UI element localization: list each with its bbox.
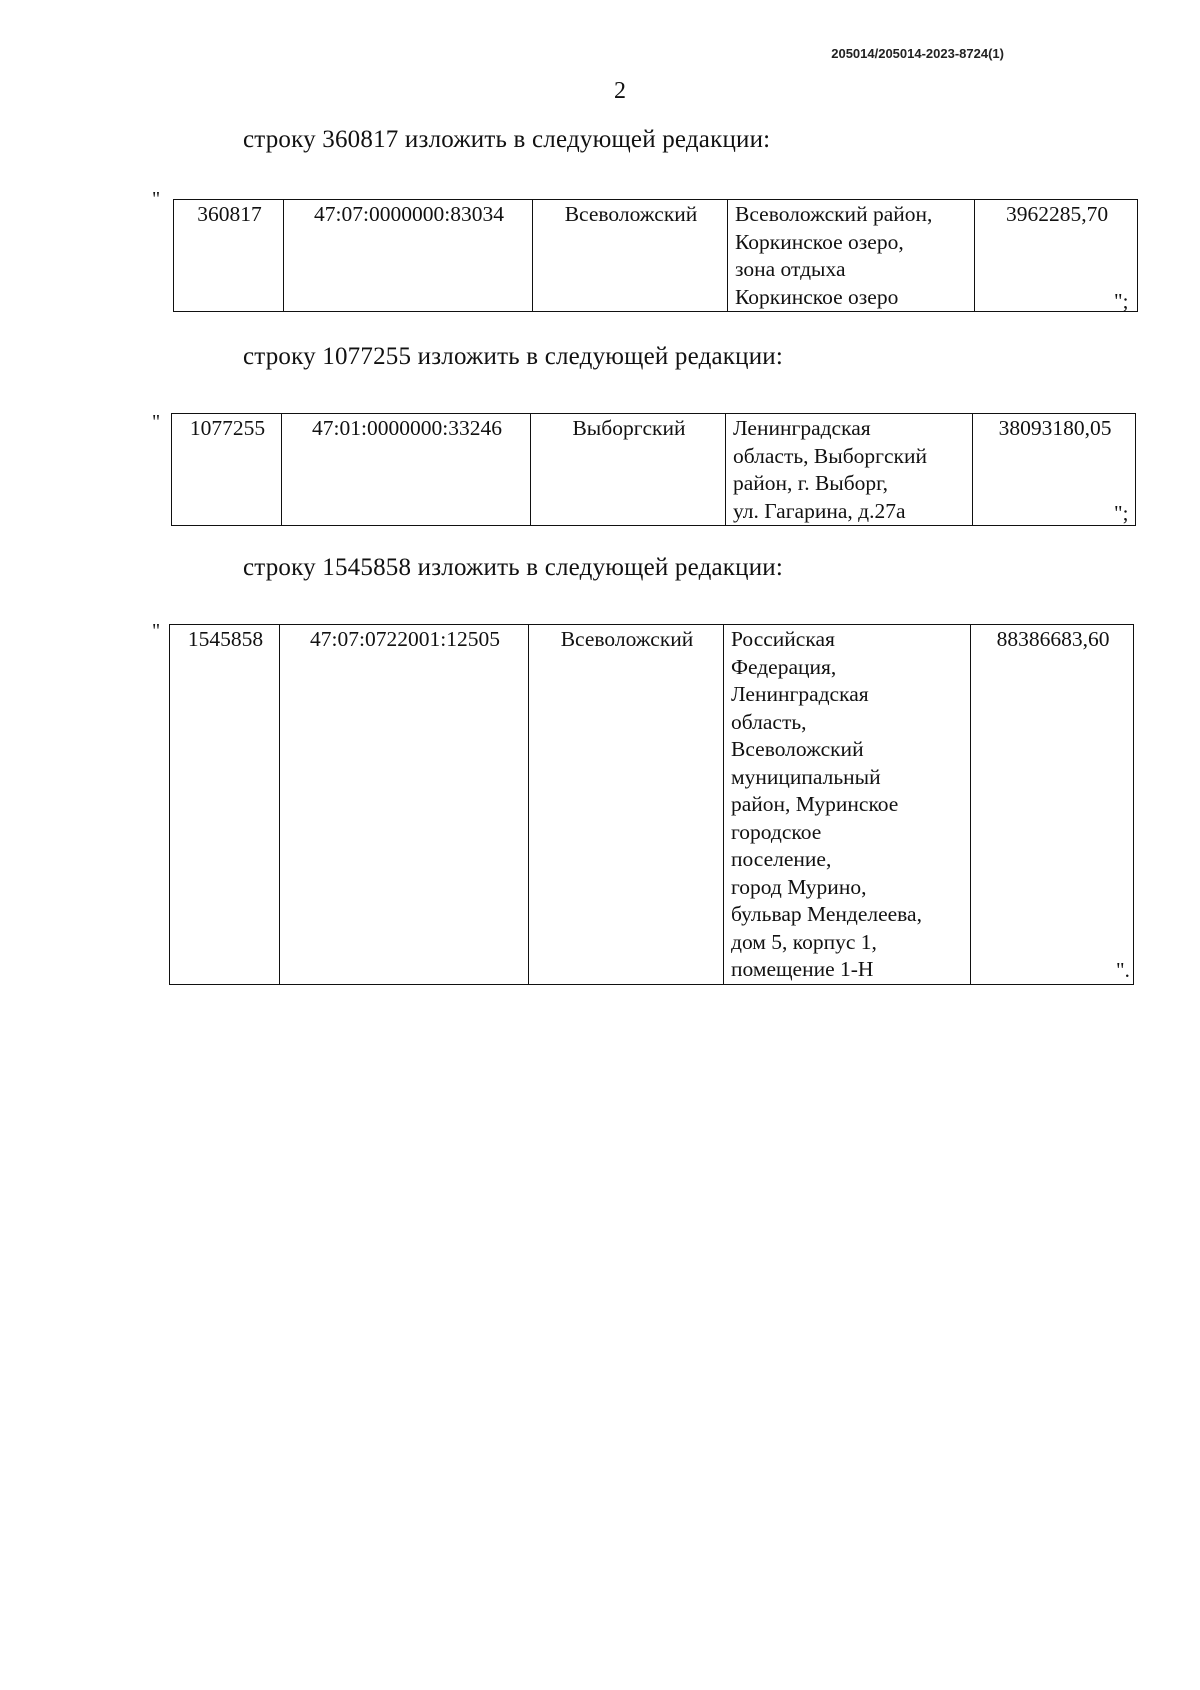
- address-cell: [724, 625, 971, 985]
- row-number-cell: 1077255: [172, 414, 282, 526]
- address-cell: [728, 200, 975, 312]
- address-line: городское: [731, 819, 822, 844]
- address-line: помещение 1-Н: [731, 957, 874, 981]
- address-cell: [726, 414, 973, 526]
- cadastral-number-cell: 47:07:0722001:12505: [280, 625, 529, 985]
- instruction-text: строку 1545858 изложить в следующей редакции:: [243, 554, 784, 581]
- close-mark: ".: [1116, 958, 1130, 982]
- address-line: ул. Гагарина, д.27а: [733, 498, 906, 523]
- address-line: Ленинградская: [733, 416, 871, 440]
- address-line: поселение,: [731, 847, 832, 871]
- table-row: [170, 625, 1134, 985]
- replacement-row-table: [169, 624, 1134, 985]
- cadastral-number-cell: 47:07:0000000:83034: [284, 200, 533, 312]
- open-quote: ": [152, 411, 161, 433]
- address-line: Ленинградская: [731, 682, 869, 706]
- address-line: зона отдыха: [735, 257, 846, 281]
- instruction-text: строку 360817 изложить в следующей редакции:: [243, 126, 771, 153]
- replacement-row-table: [173, 199, 1138, 312]
- district-cell: Выборгский: [531, 414, 726, 526]
- address-line: Коркинское озеро,: [735, 229, 904, 254]
- document-id: 205014/205014-2023-8724(1): [831, 46, 1004, 61]
- row-number-cell: 1545858: [170, 625, 280, 985]
- cadastral-number-cell: 47:01:0000000:33246: [282, 414, 531, 526]
- address-line: Федерация,: [731, 654, 837, 679]
- address-line: Всеволожский: [731, 737, 864, 761]
- cadastral-value-cell: 38093180,05: [973, 414, 1136, 526]
- address-line: муниципальный: [731, 764, 881, 789]
- row-number-cell: 360817: [174, 200, 284, 312]
- open-quote: ": [152, 188, 161, 210]
- address-line: Коркинское озеро: [735, 284, 899, 309]
- address-line: район, г. Выборг,: [733, 471, 888, 495]
- close-mark: ";: [1114, 289, 1129, 313]
- address-line: дом 5, корпус 1,: [731, 929, 877, 954]
- open-quote: ": [152, 620, 161, 642]
- address-line: область, Выборгский: [733, 443, 927, 468]
- address-line: Российская: [731, 627, 835, 651]
- instruction-text: строку 1077255 изложить в следующей редакции:: [243, 343, 784, 370]
- district-cell: Всеволожский: [533, 200, 728, 312]
- address-line: район, Муринское: [731, 792, 899, 816]
- table-row: [174, 200, 1138, 312]
- close-mark: ";: [1114, 501, 1129, 525]
- replacement-row-table: [171, 413, 1136, 526]
- address-line: область,: [731, 709, 807, 734]
- page-number: 2: [614, 78, 626, 104]
- address-line: бульвар Менделеева,: [731, 902, 922, 926]
- district-cell: Всеволожский: [529, 625, 724, 985]
- cadastral-value-cell: 3962285,70: [975, 200, 1138, 312]
- address-line: город Мурино,: [731, 874, 867, 899]
- table-row: [172, 414, 1136, 526]
- address-line: Всеволожский район,: [735, 202, 933, 226]
- cadastral-value-cell: 88386683,60: [971, 625, 1134, 985]
